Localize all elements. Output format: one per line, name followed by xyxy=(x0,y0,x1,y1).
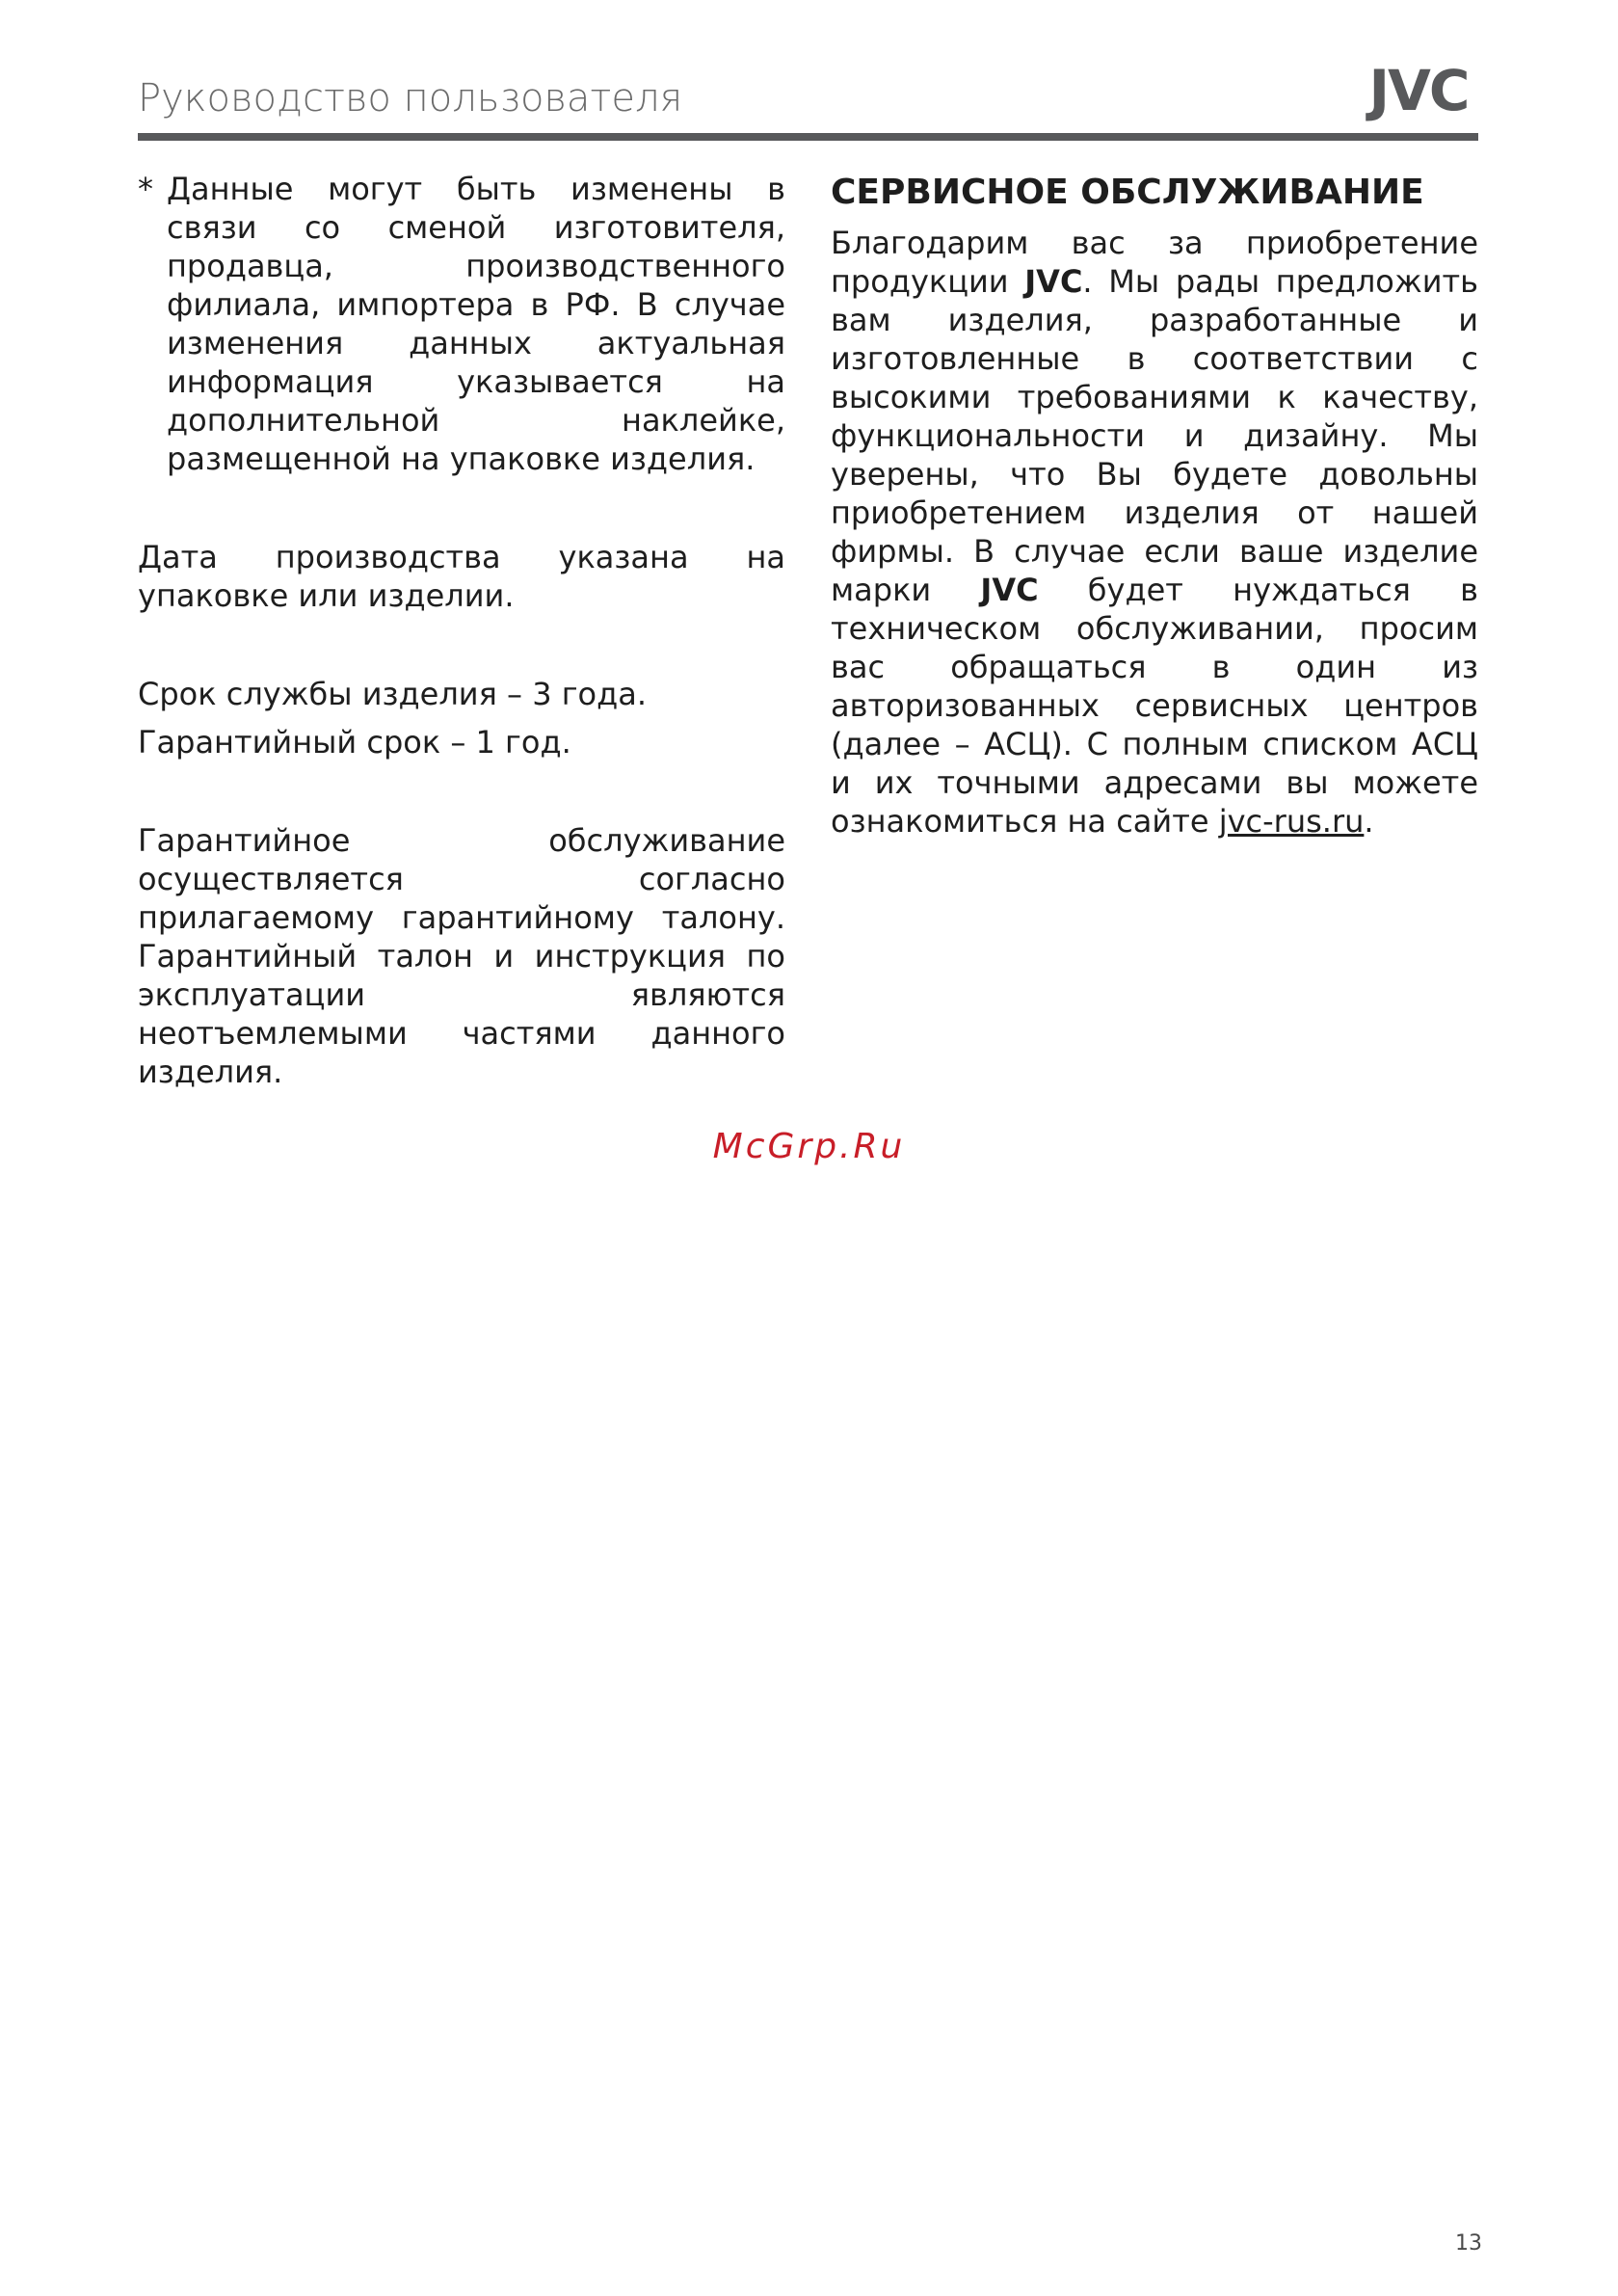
service-text-part3: будет нуждаться в техническом обслуживании, просим вас обращаться в один из авторизованных сервисных центров (далее – АСЦ). С полным списком АСЦ и их точными адресами вы можете ознакомиться на сайте xyxy=(831,572,1479,840)
service-paragraph xyxy=(831,224,1478,841)
right-column xyxy=(831,170,1478,841)
document-header-title: Руководство пользователя xyxy=(138,76,683,120)
jvc-logo-text: JVC xyxy=(1368,60,1469,123)
header-rule xyxy=(138,133,1478,141)
data-change-footnote xyxy=(138,170,785,478)
brand-name-2: JVC xyxy=(980,572,1039,608)
production-date-text: Дата производства указана на упаковке или изделии. xyxy=(138,539,785,614)
jvc-logo xyxy=(1359,60,1478,123)
service-text-part2: . Мы рады предложить вам изделия, разработанные и изготовленные в соответствии с высокими требованиями к качеству, функциональности и дизайну. Мы уверены, что Вы будете довольны приобретением изделия от нашей фирмы. В случае если ваше изделие марки xyxy=(831,263,1479,608)
brand-name-1: JVC xyxy=(1024,263,1083,300)
footnote-marker: * xyxy=(138,171,153,207)
service-text-part1: Благодарим вас за приобретение продукции xyxy=(831,225,1478,300)
service-text-end: . xyxy=(1364,803,1374,840)
page-number: 13 xyxy=(1455,2231,1482,2256)
left-column xyxy=(138,170,785,1091)
service-life-text: Срок службы изделия – 3 года. xyxy=(138,676,648,712)
service-section-title: СЕРВИСНОЕ ОБСЛУЖИВАНИЕ xyxy=(831,173,1424,212)
warranty-service-text: Гарантийное обслуживание осуществляется согласно прилагаемому гарантийному талону. Гарантийный талон и инструкция по эксплуатации являются неотъемлемыми частями данного изделия. xyxy=(138,822,785,1090)
watermark-text: McGrp.Ru xyxy=(712,1127,906,1166)
website-link[interactable]: jvc-rus.ru xyxy=(1218,803,1365,840)
footnote-text: Данные могут быть изменены в связи со сменой изготовителя, продавца, производственного филиала, импортера в РФ. В случае изменения данных актуальная информация указывается на дополнительной наклейке, размещенной на упаковке изделия. xyxy=(167,171,785,477)
warranty-period-text: Гарантийный срок – 1 год. xyxy=(138,724,571,761)
